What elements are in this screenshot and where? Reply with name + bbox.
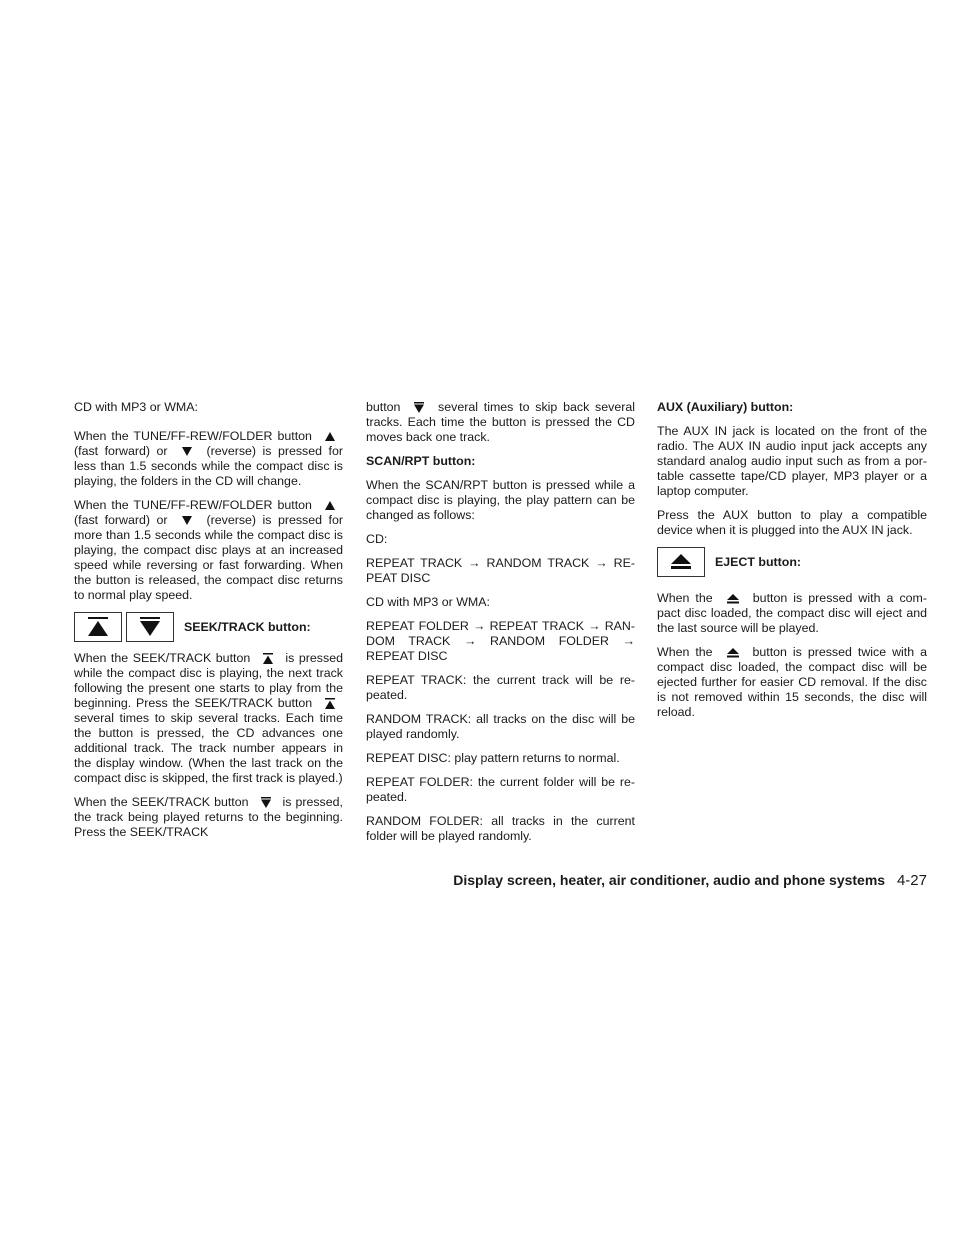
footer-title: Display screen, heater, air conditioner, audio and phone systems (453, 872, 886, 888)
paragraph: CD with MP3 or WMA: (74, 400, 198, 414)
eject-icon (727, 648, 739, 658)
paragraph: When the TUNE/FF-REW/FOLDER button (fast forward) or (reverse) is pressed for more than 1.5 seconds while the compact disc is playing, the compact disc plays at an increased speed while reversing or fast forwarding. When the button is released, the compact disc returns to normal play speed. (74, 498, 343, 602)
paragraph: REPEAT FOLDER → REPEAT TRACK → RAN-DOM TRACK → RANDOM FOLDER → REPEAT DISC (366, 619, 635, 663)
paragraph: RANDOM TRACK: all tracks on the disc will be played randomly. (366, 712, 635, 741)
column-middle (366, 400, 635, 853)
seek-down-button-icon (126, 612, 174, 642)
page-footer (380, 872, 927, 889)
paragraph: When the SCAN/RPT button is pressed while a compact disc is playing, the play pattern can be changed as follows: (366, 478, 635, 522)
down-triangle-icon (182, 516, 192, 525)
up-triangle-icon (325, 501, 335, 510)
paragraph: button several times to skip back several tracks. Each time the button is pressed the CD moves back one track. (366, 400, 635, 444)
eject-button-icon (657, 547, 705, 577)
paragraph: REPEAT FOLDER: the current folder will be re-peated. (366, 775, 635, 804)
paragraph: RANDOM FOLDER: all tracks in the current folder will be played randomly. (366, 814, 635, 843)
seek-up-icon (263, 653, 273, 664)
paragraph: Press the AUX button to play a compatible device when it is plugged into the AUX IN jack. (657, 508, 927, 537)
seek-down-icon (261, 797, 271, 808)
paragraph: When the SEEK/TRACK button is pressed while the compact disc is playing, the next track following the present one starts to play from the beginning. Press the SEEK/TRACK button several times to skip several tracks. Each time the button is pressed, the CD advances one additional track. The track number appears in the display window. (When the last track on the compact disc is skipped, the first track is played.) (74, 651, 343, 785)
column-left (74, 400, 343, 849)
paragraph: When the button is pressed twice with a compact disc loaded, the compact disc will be ejected further for easier CD removal. If the disc is not removed within 15 seconds, the disc will reload. (657, 645, 927, 719)
paragraph: CD with MP3 or WMA: (366, 595, 490, 609)
paragraph: The AUX IN jack is located on the front of the radio. The AUX IN audio input jack accepts any standard analog audio input such as from a por-table cassette tape/CD player, MP3 player or a laptop computer. (657, 424, 927, 498)
eject-icon (727, 594, 739, 604)
section-heading: SEEK/TRACK button: (184, 619, 311, 634)
seek-up-icon (325, 698, 335, 709)
seek-up-button-icon (74, 612, 122, 642)
paragraph: When the SEEK/TRACK button is pressed, the track being played returns to the beginning. Press the SEEK/TRACK (74, 795, 343, 839)
paragraph: CD: (366, 532, 388, 546)
paragraph: REPEAT TRACK → RANDOM TRACK → RE-PEAT DISC (366, 556, 635, 585)
eject-heading-row (657, 547, 927, 577)
seek-track-heading-row (74, 612, 343, 642)
page-number: 4-27 (896, 872, 927, 889)
section-heading: SCAN/RPT button: (366, 454, 476, 468)
paragraph: When the TUNE/FF-REW/FOLDER button (fast forward) or (reverse) is pressed for less than 1.5 seconds while the compact disc is playing, the folders in the CD will change. (74, 429, 343, 488)
up-triangle-icon (325, 432, 335, 441)
paragraph: When the button is pressed with a com-pact disc loaded, the compact disc will eject and the last source will be played. (657, 591, 927, 635)
column-right (657, 400, 927, 729)
paragraph: REPEAT DISC: play pattern returns to normal. (366, 751, 620, 765)
down-triangle-icon (182, 447, 192, 456)
seek-down-icon (414, 402, 424, 413)
section-heading: AUX (Auxiliary) button: (657, 400, 794, 414)
section-heading: EJECT button: (715, 554, 802, 569)
paragraph: REPEAT TRACK: the current track will be re-peated. (366, 673, 635, 702)
